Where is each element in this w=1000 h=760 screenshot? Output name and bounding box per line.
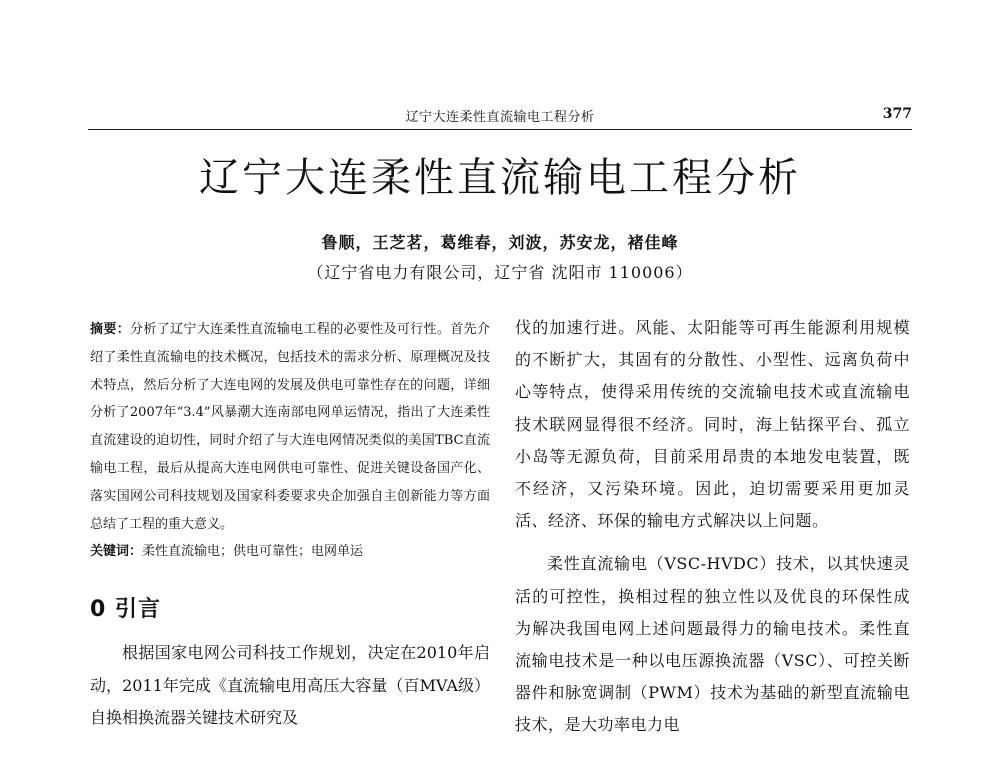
keywords-text: 柔性直流输电；供电可靠性；电网单运 xyxy=(142,544,364,560)
right-paragraph-2: 柔性直流输电（VSC-HVDC）技术，以其快速灵活的可控性，换相过程的独立性以及优良的环保性成为解决我国电网上述问题最得力的输电技术。柔性直流输电技术是一种以电压源换流器（VSC）、可控关断器件和脉宽调制（PWM）技术为基础的新型直流输电技术，是大功率电力电 xyxy=(515,554,910,735)
paper-title: 辽宁大连柔性直流输电工程分析 xyxy=(199,155,801,201)
abstract-label: 摘要： xyxy=(90,322,131,337)
keywords-label: 关键词： xyxy=(90,544,143,560)
right-column xyxy=(515,312,910,742)
running-header-title: 辽宁大连柔性直流输电工程分析 xyxy=(405,110,595,125)
section-heading-introduction: 0 引言 xyxy=(90,597,161,623)
keywords xyxy=(90,538,490,566)
intro-paragraph: 根据国家电网公司科技工作规划，决定在2010年启动，2011年完成《直流输电用高压大容量（百MVA级）自换相换流器关键技术研究及 xyxy=(90,643,490,728)
affiliation: （辽宁省电力有限公司，辽宁省 沈阳市 110006） xyxy=(307,263,693,282)
abstract xyxy=(90,316,490,538)
header-rule xyxy=(88,129,912,130)
author-list: 鲁顺，王芝茗，葛维春，刘波，苏安龙，褚佳峰 xyxy=(321,233,679,252)
page-number: 377 xyxy=(882,106,912,122)
right-paragraph-1: 伐的加速行进。风能、太阳能等可再生能源利用规模的不断扩大，其固有的分散性、小型性、远离负荷中心等特点，使得采用传统的交流输电技术或直流输电技术联网显得很不经济。同时，海上钻探平台、孤立小岛等无源负荷，目前采用昂贵的本地发电装置，既不经济，又污染环境。因此，迫切需要采用更加灵活、经济、环保的输电方式解决以上问题。 xyxy=(515,318,910,531)
abstract-text: 分析了辽宁大连柔性直流输电工程的必要性及可行性。首先介绍了柔性直流输电的技术概况，包括技术的需求分析、原理概况及技术特点，然后分析了大连电网的发展及供电可靠性存在的问题，详细分析了2007年“3.4”风暴潮大连南部电网单运情况，指出了大连柔性直流建设的迫切性，同时介绍了与大连电网情况类似的美国TBC直流输电工程，最后从提高大连电网供电可靠性、促进关键设备国产化、落实国网公司科技规划及国家科委要求央企加强自主创新能力等方面总结了工程的重大意义。 xyxy=(90,322,490,532)
left-column xyxy=(90,316,490,735)
